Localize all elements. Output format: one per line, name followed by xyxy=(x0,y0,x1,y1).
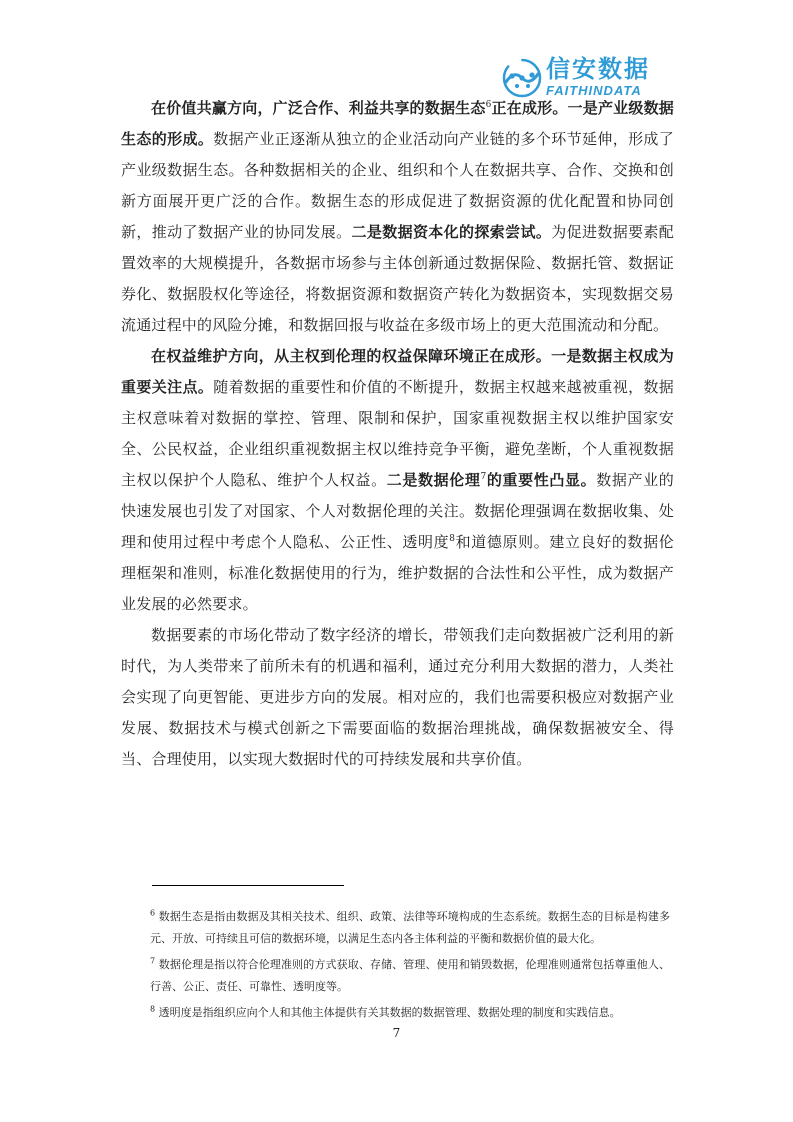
bold-text: 的重要性凸显。 xyxy=(486,471,597,489)
footnote-ref: 6 xyxy=(485,100,492,110)
footnote-8 xyxy=(150,1002,670,1024)
page-number: 7 xyxy=(392,1026,401,1040)
body-text: 和道德原则。建立良好的数据伦理框架和准则，标准化数据使用的行为，维护数据的合法性和公平性，成为数据产业发展的必然要求。 xyxy=(121,533,674,613)
bold-text: 在价值共赢方向，广泛合作、利益共享的数据生态 xyxy=(151,99,486,117)
body-text: 数据要素的市场化带动了数字经济的增长，带领我们走向数据被广泛利用的新时代，为人类带来了前所未有的机遇和福利，通过充分利用大数据的潜力，人类社会实现了向更智能、更进步方向的发展。相对应的，我们也需要积极应对数据产业发展、数据技术与模式创新之下需要面临的数据治理挑战，确保数据被安全、得当、合理使用，以实现大数据时代的可持续发展和共享价值。 xyxy=(121,626,674,768)
main-body xyxy=(121,93,674,775)
body-text: 数据产业的快速发展也引发了对国家、个人对数据伦理的关注。数据伦理强调在数据收集、处理和使用过程中考虑个人隐私、公正性、透明度 xyxy=(121,471,674,551)
footnote-number: 6 xyxy=(150,908,156,918)
footnote-6 xyxy=(150,906,670,950)
footnote-ref: 7 xyxy=(480,472,487,482)
body-text: 为促进数据要素配置效率的大规模提升，各数据市场参与主体创新通过数据保险、数据托管、数据证券化、数据股权化等途径，将数据资源和数据资产转化为数据资本，实现数据交易流通过程中的风险分摊，和数据回报与收益在多级市场上的更大范围流动和分配。 xyxy=(121,223,674,334)
logo-chinese-name: 信安数据 xyxy=(546,55,650,83)
bold-text: 二是数据资本化的探索尝试。 xyxy=(351,223,552,241)
footnote-text: 数据伦理是指以符合伦理准则的方式获取、存储、管理、使用和销毁数据，伦理准则通常包括尊重他人、行善、公正、责任、可靠性、透明度等。 xyxy=(150,958,671,993)
body-text: 数据产业正逐渐从独立的企业活动向产业链的多个环节延伸，形成了产业级数据生态。各种数据相关的企业、组织和个人在数据共享、合作、交换和创新方面展开更广泛的合作。数据生态的形成促进了数据资源的优化配置和协同创新，推动了数据产业的协同发展。 xyxy=(121,130,674,241)
footnote-ref: 8 xyxy=(449,534,456,544)
footnote-separator xyxy=(152,885,344,886)
paragraph-rights-protection xyxy=(121,341,674,620)
paragraph-value-ecosystem xyxy=(121,93,674,341)
footnote-7 xyxy=(150,954,670,998)
paragraph-conclusion xyxy=(121,620,674,775)
logo-english-name: FAITHINDATA xyxy=(546,83,642,98)
body-text: 随着数据的重要性和价值的不断提升，数据主权越来越被重视，数据主权意味着对数据的掌控、管理、限制和保护，国家重视数据主权以维护国家安全、公民权益，企业组织重视数据主权以维持竞争平衡，避免垄断，个人重视数据主权以保护个人隐私、维护个人权益。 xyxy=(121,378,674,489)
footnote-text: 透明度是指组织应向个人和其他主体提供有关其数据的数据管理、数据处理的制度和实践信息。 xyxy=(158,1006,621,1019)
bold-text: 二是数据伦理 xyxy=(386,471,481,489)
footnote-text: 数据生态是指由数据及其相关技术、组织、政策、法律等环境构成的生态系统。数据生态的目标是构建多元、开放、可持续且可信的数据环境，以满足生态内各主体利益的平衡和数据价值的最大化。 xyxy=(150,910,671,945)
footnotes xyxy=(150,906,670,1028)
bold-text: 在权益维护方向，从主权到伦理的权益保障环境正在成形。一是数据主权成为重要关注点。 xyxy=(121,347,674,396)
footnote-number: 7 xyxy=(150,956,156,966)
footnote-number: 8 xyxy=(150,1004,156,1014)
bold-text: 正在成形。一是产业级数据生态的形成。 xyxy=(121,99,675,148)
